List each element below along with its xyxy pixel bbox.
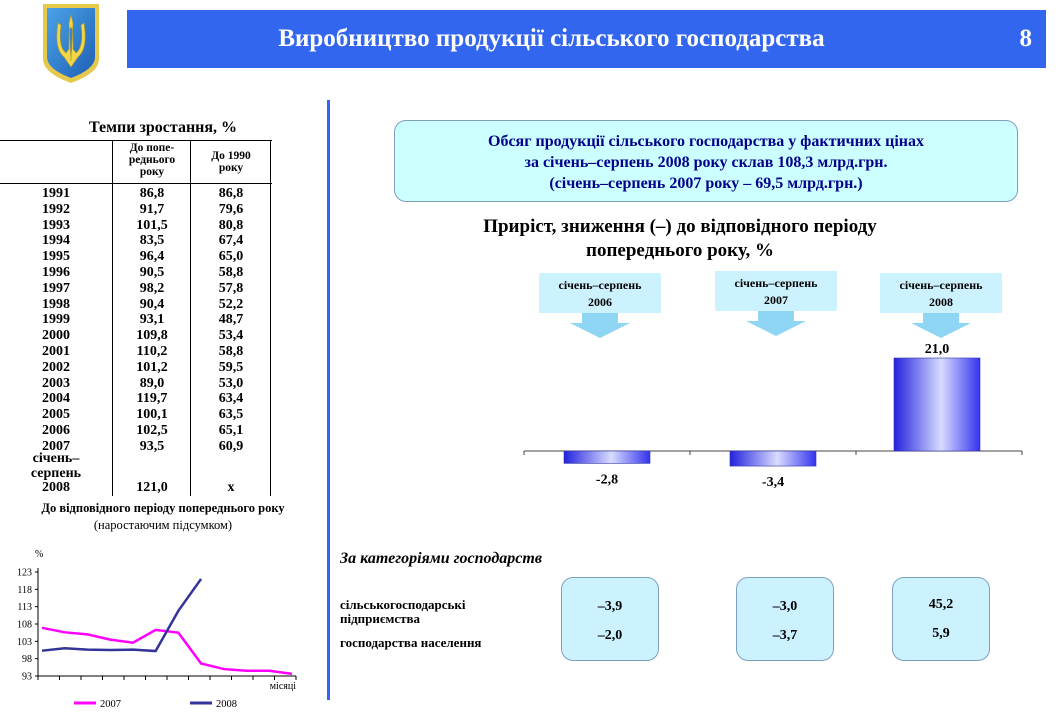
y-tick-label: 98 [22, 654, 32, 666]
category-value: 5,9 [932, 626, 950, 641]
table-row [0, 392, 272, 405]
row-1990: 58,8 [218, 344, 244, 359]
table-row [0, 187, 272, 200]
row-prev: 96,4 [139, 249, 165, 265]
row-1990: 65,1 [218, 423, 244, 438]
row-year: 1991 [42, 186, 70, 201]
table-row [0, 234, 272, 247]
row-year: 1992 [42, 201, 70, 217]
category-value: –3,9 [597, 599, 623, 614]
bar-chart-title: Приріст, зниження (–) до відповідного періоду попереднього року, % [483, 216, 877, 261]
column-header-1990: До 1990 року [211, 150, 251, 174]
table-row [0, 345, 272, 358]
bar-value-label: -3,4 [761, 475, 785, 491]
table-top-line [0, 140, 272, 141]
row-1990: 63,4 [218, 391, 244, 407]
row-1990: 57,8 [218, 280, 244, 296]
table-row [0, 361, 272, 374]
table-row [0, 424, 272, 437]
table-row [0, 313, 272, 326]
row-year: 1998 [42, 296, 70, 312]
row-prev: 91,7 [139, 201, 165, 217]
row-1990: 63,5 [218, 407, 244, 423]
row-prev: 101,5 [136, 217, 168, 233]
row-prev: 110,2 [136, 344, 168, 359]
bar-value-label: 21,0 [924, 342, 950, 357]
table-row [0, 329, 272, 342]
table-row [0, 250, 272, 263]
table-row [0, 481, 272, 494]
trident-emblem-icon [40, 1, 102, 85]
category-value: –2,0 [597, 628, 623, 643]
down-arrow-icon [746, 311, 806, 336]
table-row [0, 408, 272, 421]
row-1990: 60,9 [218, 438, 244, 454]
table-row [0, 298, 272, 311]
bar [730, 451, 816, 466]
vertical-divider [327, 100, 330, 700]
row-prev: 93,5 [139, 438, 165, 454]
category-value: –3,0 [772, 599, 798, 614]
row-year: 2004 [42, 391, 70, 407]
table-row [0, 219, 272, 232]
row-prev: 86,8 [139, 186, 165, 201]
y-tick-label: 103 [17, 636, 32, 648]
row-1990: 48,7 [218, 312, 244, 328]
row-year: 1993 [42, 217, 70, 233]
column-header-prev: До попе- реднього року [128, 142, 176, 178]
down-arrow-icon [911, 313, 971, 338]
row-year: 1995 [42, 249, 70, 265]
callout-label: 2006 [588, 295, 612, 309]
row-prev: 83,5 [139, 233, 165, 249]
row-prev: 100,1 [136, 407, 168, 423]
callout-label: 2008 [929, 295, 953, 309]
cumulative-title: До відповідного періоду попереднього року [41, 501, 285, 515]
last-period-label: січень– серпень [30, 451, 82, 481]
cumulative-subtitle: (наростаючим підсумком) [93, 518, 233, 532]
row-prev: 101,2 [136, 359, 168, 375]
row-1990: 53,0 [218, 375, 244, 391]
table-row [0, 203, 272, 216]
y-tick-label: 108 [17, 619, 32, 631]
category-label-households: господарства населення [340, 635, 482, 650]
row-1990: 65,0 [218, 249, 244, 265]
row-year: 2005 [42, 407, 70, 423]
row-year: 2007 [42, 438, 70, 454]
row-prev: 119,7 [136, 391, 168, 407]
row-1990: 86,8 [218, 186, 244, 201]
info-line: (січень–серпень 2007 року – 69,5 млрд.грн.) [549, 175, 863, 192]
y-tick-label: 113 [17, 602, 32, 614]
row-1990: x [227, 480, 235, 495]
row-1990: 80,8 [218, 217, 244, 233]
table-row [0, 282, 272, 295]
row-prev: 102,5 [136, 423, 168, 438]
categories-title: За категоріями господарств [340, 550, 542, 567]
row-1990: 79,6 [218, 201, 244, 217]
row-prev: 89,0 [139, 375, 165, 391]
row-prev: 109,8 [136, 328, 168, 344]
category-callout [880, 273, 1002, 338]
legend-label: 2008 [216, 699, 237, 710]
category-label-enterprises: сільськогосподарські підприємства [340, 597, 466, 626]
category-callout [715, 271, 837, 336]
down-arrow-icon [570, 313, 630, 338]
category-box-2007 [736, 577, 834, 661]
row-prev: 90,5 [139, 265, 165, 280]
category-box-2008 [892, 577, 990, 661]
info-line: Обсяг продукції сільського господарства у фактичних цінах [488, 133, 924, 150]
y-tick-label: 123 [17, 567, 32, 579]
row-year: 2003 [42, 375, 70, 391]
row-year: 2002 [42, 359, 70, 375]
row-year: 1999 [42, 312, 70, 328]
page-title: Виробництво продукції сільського господарства [278, 25, 825, 52]
info-box [394, 120, 1018, 202]
category-callout [539, 273, 661, 338]
row-year: 1997 [42, 280, 70, 296]
row-year: 2001 [42, 344, 70, 359]
page-number: 8 [1019, 25, 1032, 52]
legend-label: 2007 [100, 699, 121, 710]
x-axis-label: місяці [269, 681, 296, 692]
growth-bar-chart [520, 268, 1030, 508]
info-line: за січень–серпень 2008 року склав 108,3 млрд.грн. [524, 154, 888, 171]
row-1990: 52,2 [218, 296, 244, 312]
bar-value-label: -2,8 [595, 472, 619, 488]
growth-table-title: Темпи зростання, % [88, 119, 238, 136]
row-year: 2000 [42, 328, 70, 344]
category-value: –3,7 [772, 628, 798, 643]
row-year: 2008 [42, 480, 70, 495]
row-prev: 98,2 [139, 280, 165, 296]
row-prev: 90,4 [139, 296, 165, 312]
row-year: 1994 [42, 233, 70, 249]
y-axis-unit: % [35, 549, 44, 560]
row-1990: 58,8 [218, 265, 244, 280]
category-box-2006 [561, 577, 659, 661]
table-header-line [0, 183, 272, 184]
bar [564, 451, 650, 463]
row-year: 2006 [42, 423, 70, 438]
row-1990: 67,4 [218, 233, 244, 249]
y-tick-label: 93 [22, 671, 32, 683]
callout-label: 2007 [764, 293, 788, 307]
row-1990: 53,4 [218, 328, 244, 344]
header-bar [127, 10, 1046, 68]
callout-label: січень–серпень [734, 276, 818, 290]
table-row [0, 266, 272, 279]
row-1990: 59,5 [218, 359, 244, 375]
monthly-line-chart [0, 545, 326, 716]
row-year: 1996 [42, 265, 70, 280]
table-row [0, 377, 272, 390]
y-tick-label: 118 [17, 584, 32, 596]
callout-label: січень–серпень [558, 278, 642, 292]
callout-label: січень–серпень [899, 278, 983, 292]
row-prev: 121,0 [136, 480, 168, 495]
category-value: 45,2 [928, 597, 954, 612]
bar [894, 358, 980, 451]
row-prev: 93,1 [139, 312, 165, 328]
series-line-2007 [42, 628, 292, 674]
